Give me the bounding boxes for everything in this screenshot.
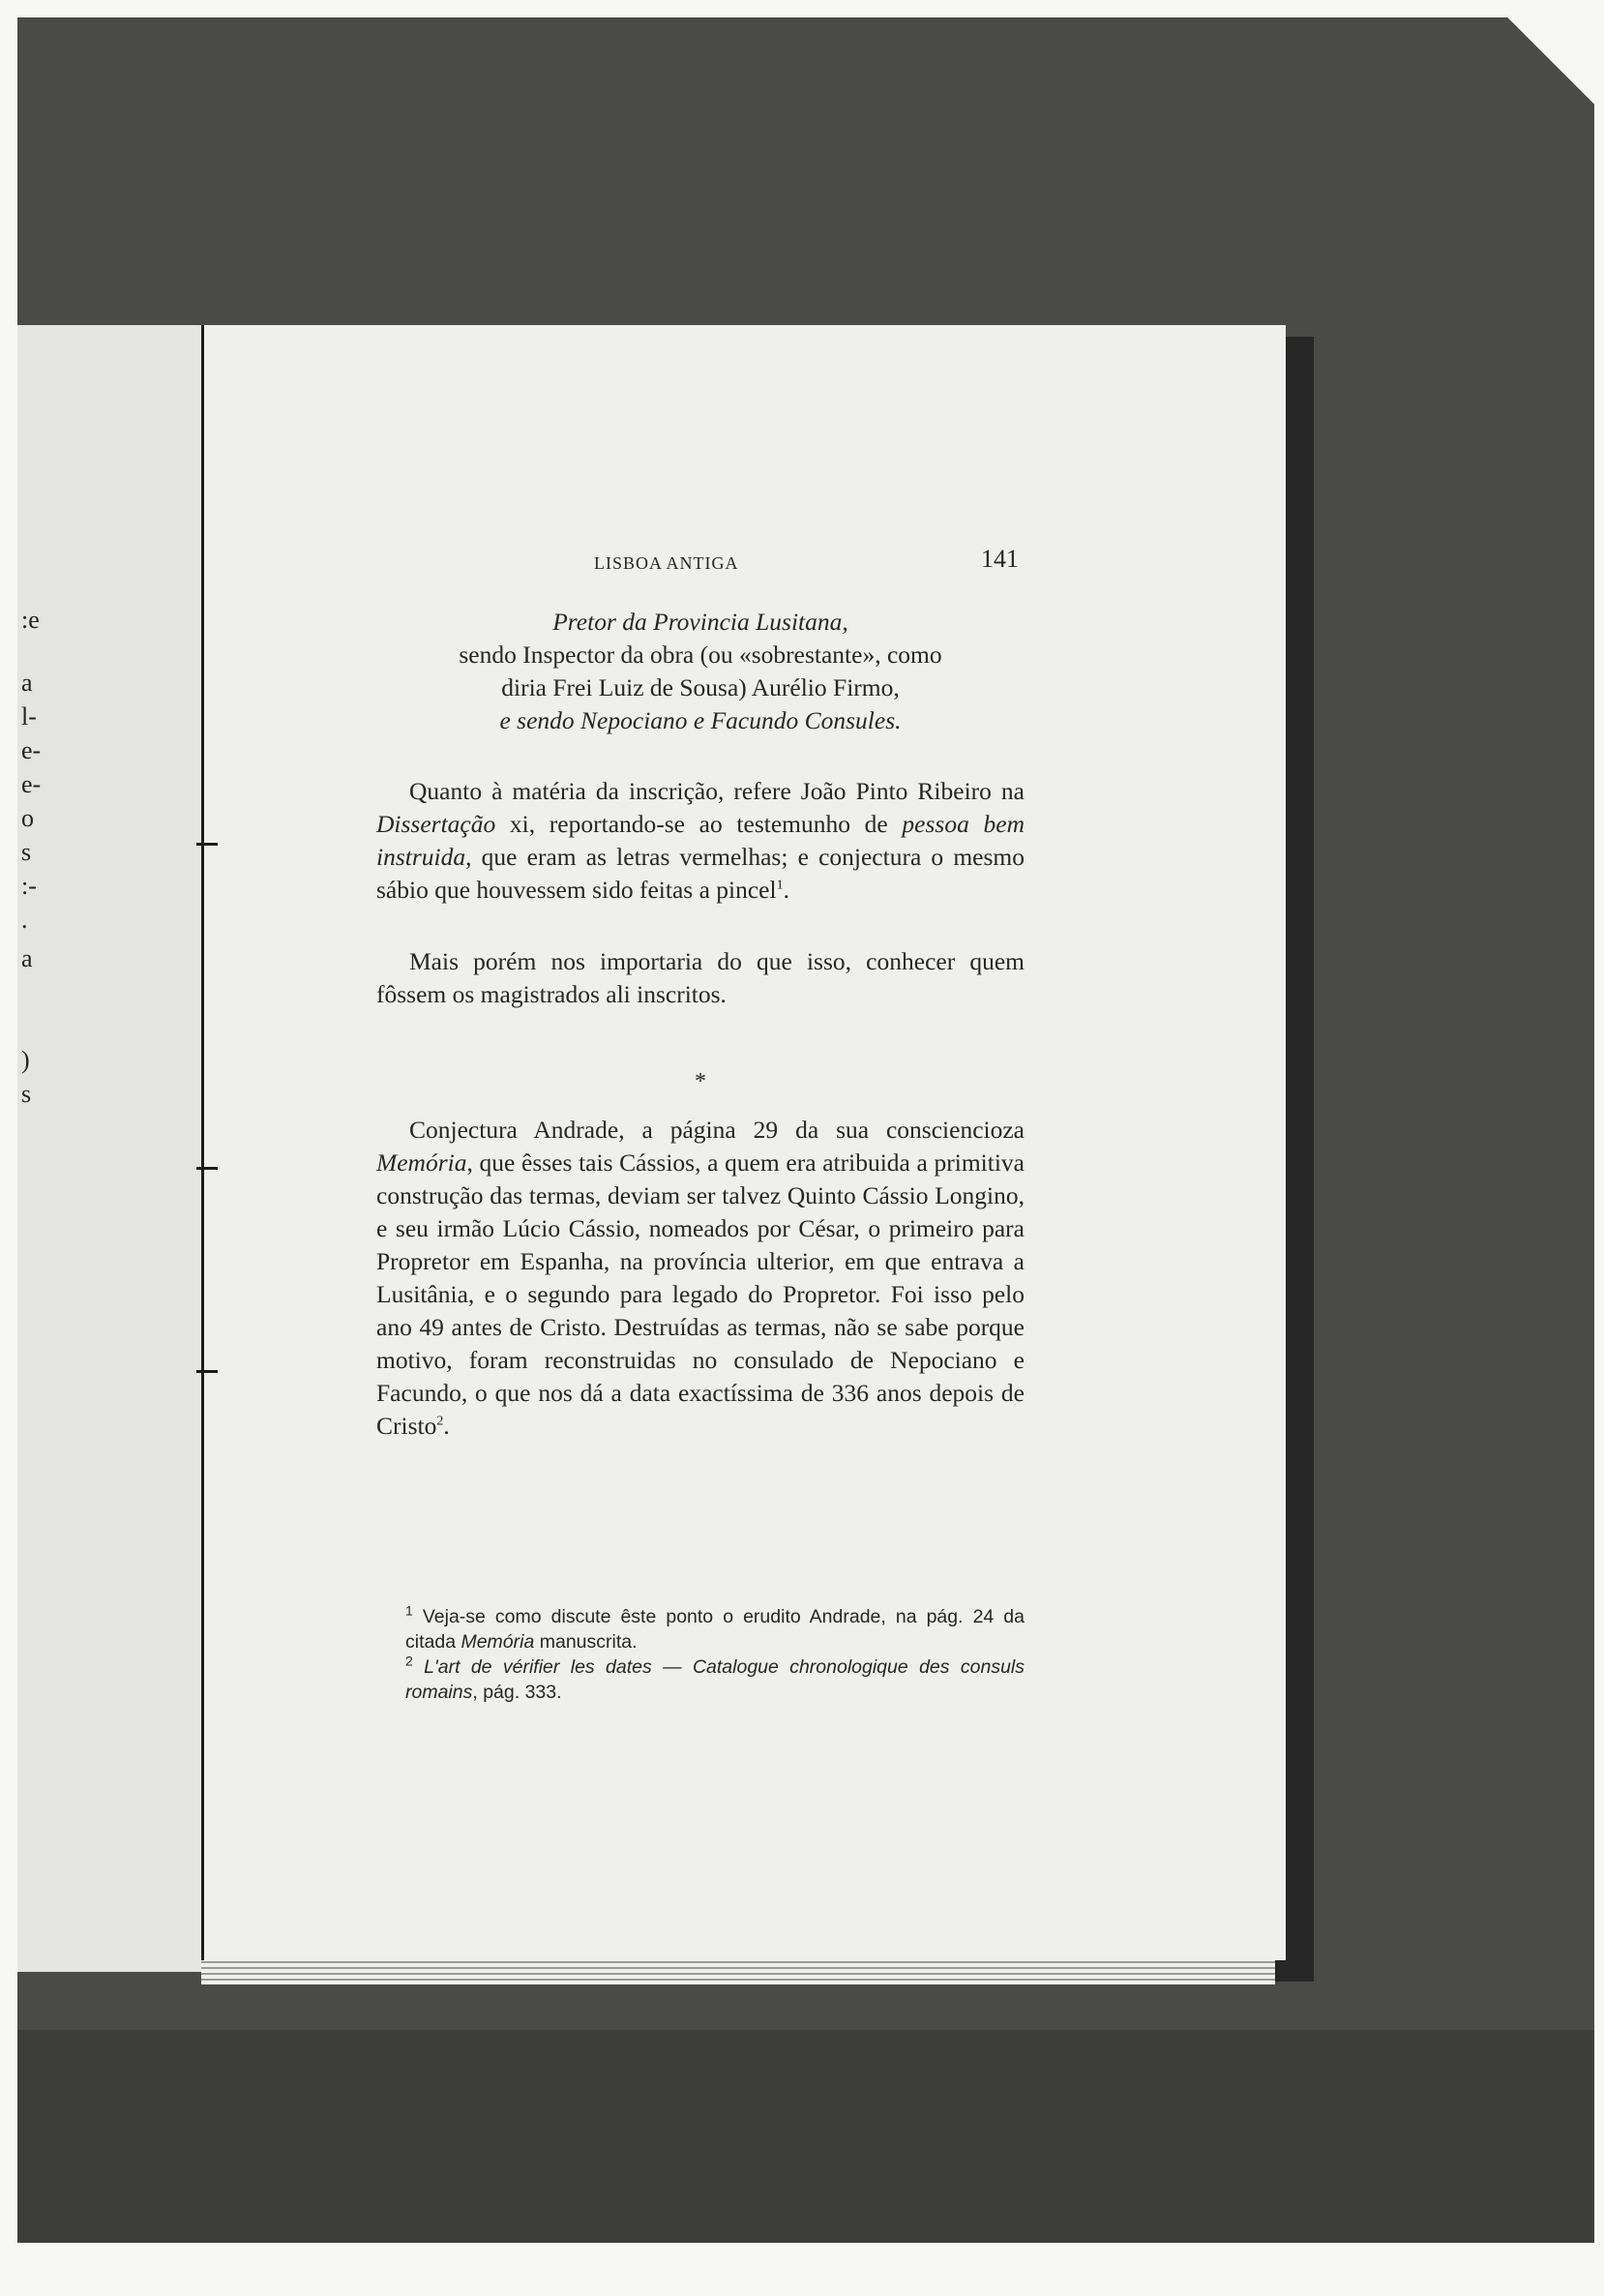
paragraph-text: Quanto à matéria da inscrição, refere João Pinto Ribeiro na [409,777,1025,805]
footnote-text: Veja-se como discute êste ponto o erudito Andrade, na pág. 24 da citada [405,1606,1025,1653]
inscription-line: Pretor da Provincia Lusitana, [552,608,848,636]
spine-mark [196,843,218,846]
left-page-text: :- [21,872,37,900]
paragraph-text: . [783,876,789,904]
left-page-text: l- [21,702,37,731]
footnote [376,1655,1025,1705]
footnote-mark: 1 [405,1602,413,1619]
footnote-mark: 2 [405,1653,413,1669]
left-page-text: o [21,804,34,832]
left-page-text: ) [21,1046,30,1074]
paragraph-text: , que eram as letras vermelhas; e conjectura o mesmo sábio que houvessem sido feitas a pincel [376,843,1025,904]
page-number: 141 [981,545,1019,573]
left-page-text: e- [21,736,42,764]
inscription-block [376,606,1025,737]
inscription-line: e sendo Nepociano e Facundo Consules. [499,706,902,734]
footnote-italic: Memória [460,1631,535,1653]
left-page-text: . [21,906,28,934]
spine-mark [196,1167,218,1170]
page-edges [201,1957,1275,1984]
paragraph-italic: pessoa bem instruida [376,810,1025,871]
paragraph-text: xi, reportando-se ao testemunho de [495,810,903,838]
footnote-ref: 1 [776,878,784,893]
paragraph-text: Conjectura Andrade, a página 29 da sua consciencioza [409,1116,1025,1144]
left-page-text: s [21,838,32,866]
book-page [201,325,1286,1960]
paragraph-text: Mais porém nos importaria do que isso, conhecer quem fôssem os magistrados ali inscritos. [376,947,1025,1008]
section-break: * [695,1069,706,1094]
inscription-line: sendo Inspector da obra (ou «sobrestante», como [459,641,942,669]
footnotes [376,1604,1025,1705]
left-page-text: e- [21,770,42,798]
left-page [17,325,201,1972]
paragraph [376,945,1025,1011]
spine-mark [196,1370,218,1373]
inscription-line: diria Frei Luiz de Sousa) Aurélio Firmo, [501,673,900,701]
footnote [376,1604,1025,1655]
paragraph-text: , que êsses tais Cássios, a quem era atribuida a primitiva construção das termas, deviam ser talvez Quinto Cássio Longino, e seu irmão Lúcio Cássio, nomeados por César, o primeiro para Propretor em Espanha, na província ulterior, em que entrava a Lusitânia, e o segundo para legado do Propretor. Foi isso pelo ano 49 antes de Cristo. Destruídas as termas, não se sabe porque motivo, foram reconstruidas no consulado de Nepociano e Facundo, o que nos dá a data exactíssima de 336 anos depois de Cristo [376,1148,1025,1440]
paragraph-italic: Memória [376,1148,467,1177]
running-title: LISBOA ANTIGA [594,553,739,573]
footnote-text: , pág. 333. [472,1682,562,1703]
left-page-text: a [21,669,33,697]
paragraph-italic: Dissertação [376,810,496,838]
corner-fold [1507,17,1594,124]
footnote-italic: L'art de vérifier les dates — Catalogue chronologique des consuls romains [405,1656,1025,1703]
left-page-text: s [21,1080,32,1108]
paragraph-text: . [443,1412,450,1440]
photograph-background [17,17,1594,2243]
footnote-text: manuscrita. [534,1631,638,1653]
running-head [376,543,1025,576]
photo-shadow [17,2030,1594,2243]
paragraph [376,1114,1025,1443]
footnote-ref: 2 [436,1414,444,1429]
left-page-text: :e [21,606,40,634]
paragraph [376,775,1025,907]
left-page-text: a [21,944,33,972]
